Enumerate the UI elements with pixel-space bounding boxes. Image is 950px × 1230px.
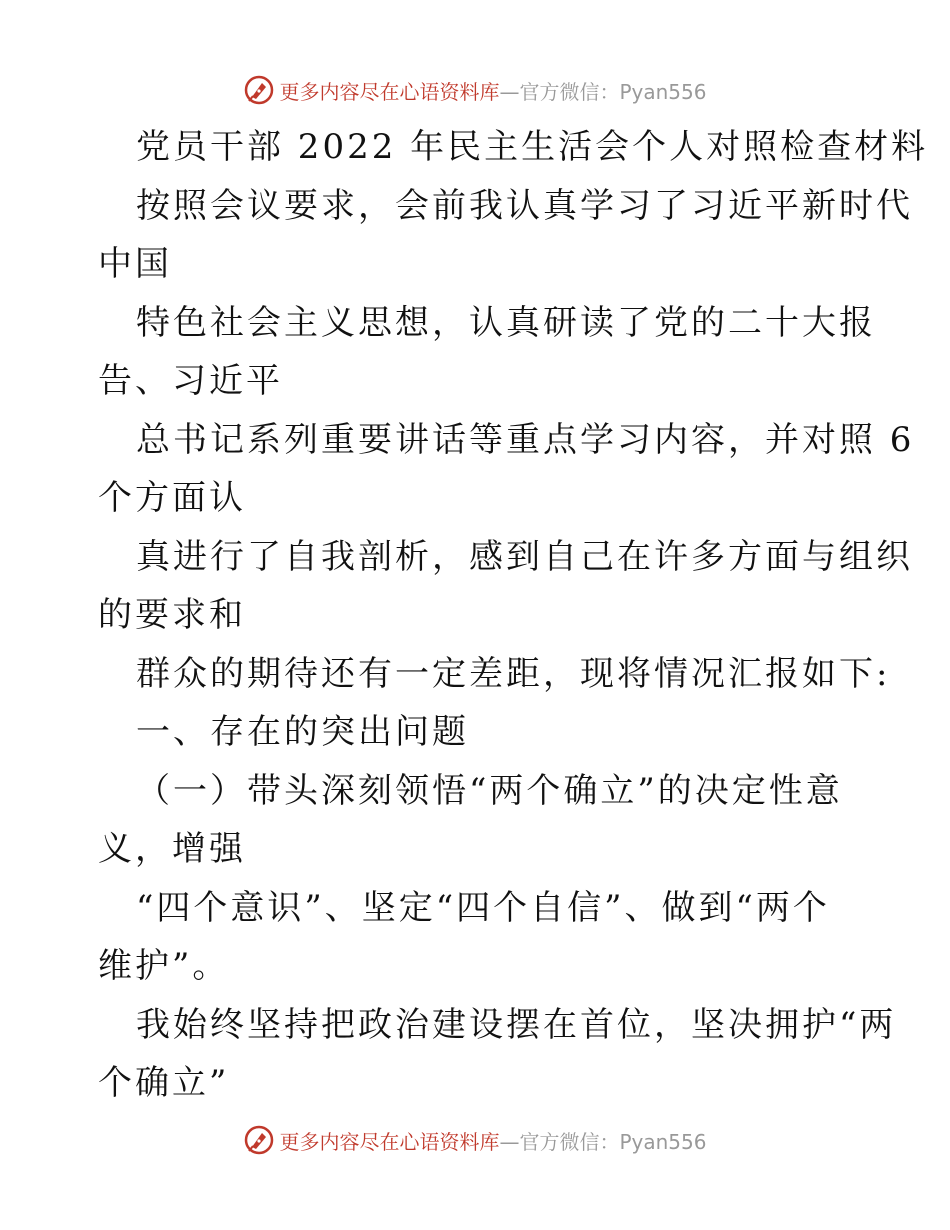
banner-main-text: 更多内容尽在心语资料库	[279, 1129, 500, 1154]
text-line: 党员干部 2022 年民主生活会个人对照检查材料	[136, 127, 929, 167]
pen-nib-logo-icon	[243, 74, 275, 106]
text-line: 总书记系列重要讲话等重点学习内容，并对照 6	[136, 419, 915, 460]
text-line: （一）带头深刻领悟“两个确立”的决定性意	[136, 770, 843, 811]
banner-wechat-text: 官方微信：Pyan556	[519, 79, 707, 104]
text-line: “四个意识”、坚定“四个自信”、做到“两个	[136, 887, 830, 928]
text-line: 真进行了自我剖析，感到自己在许多方面与组织	[136, 536, 913, 577]
text-line: 个方面认	[98, 478, 246, 518]
banner-wechat-text: 官方微信：Pyan556	[519, 1129, 707, 1154]
footer-banner	[0, 1120, 950, 1160]
text-line: 群众的期待还有一定差距，现将情况汇报如下:	[136, 653, 891, 694]
text-line: 的要求和	[98, 595, 246, 635]
text-line: 告、习近平	[98, 361, 283, 401]
text-line: 一、存在的突出问题	[136, 712, 469, 752]
text-line: 维护”。	[98, 946, 230, 986]
banner-dash: —	[499, 1129, 520, 1154]
text-line: 我始终坚持把政治建设摆在首位，坚决拥护“两	[136, 1004, 897, 1045]
text-line: 个确立”	[98, 1063, 230, 1103]
pen-nib-logo-icon	[243, 1124, 275, 1156]
text-line: 特色社会主义思想，认真研读了党的二十大报	[136, 302, 876, 343]
text-line: 中国	[98, 244, 172, 284]
banner-dash: —	[499, 79, 520, 104]
banner-main-text: 更多内容尽在心语资料库	[279, 79, 500, 104]
document-body	[98, 118, 929, 1113]
banner-text	[279, 1126, 706, 1155]
text-line: 义，增强	[98, 829, 246, 869]
banner-text	[279, 76, 706, 105]
header-banner	[0, 70, 950, 110]
text-line: 按照会议要求，会前我认真学习了习近平新时代	[136, 185, 913, 226]
